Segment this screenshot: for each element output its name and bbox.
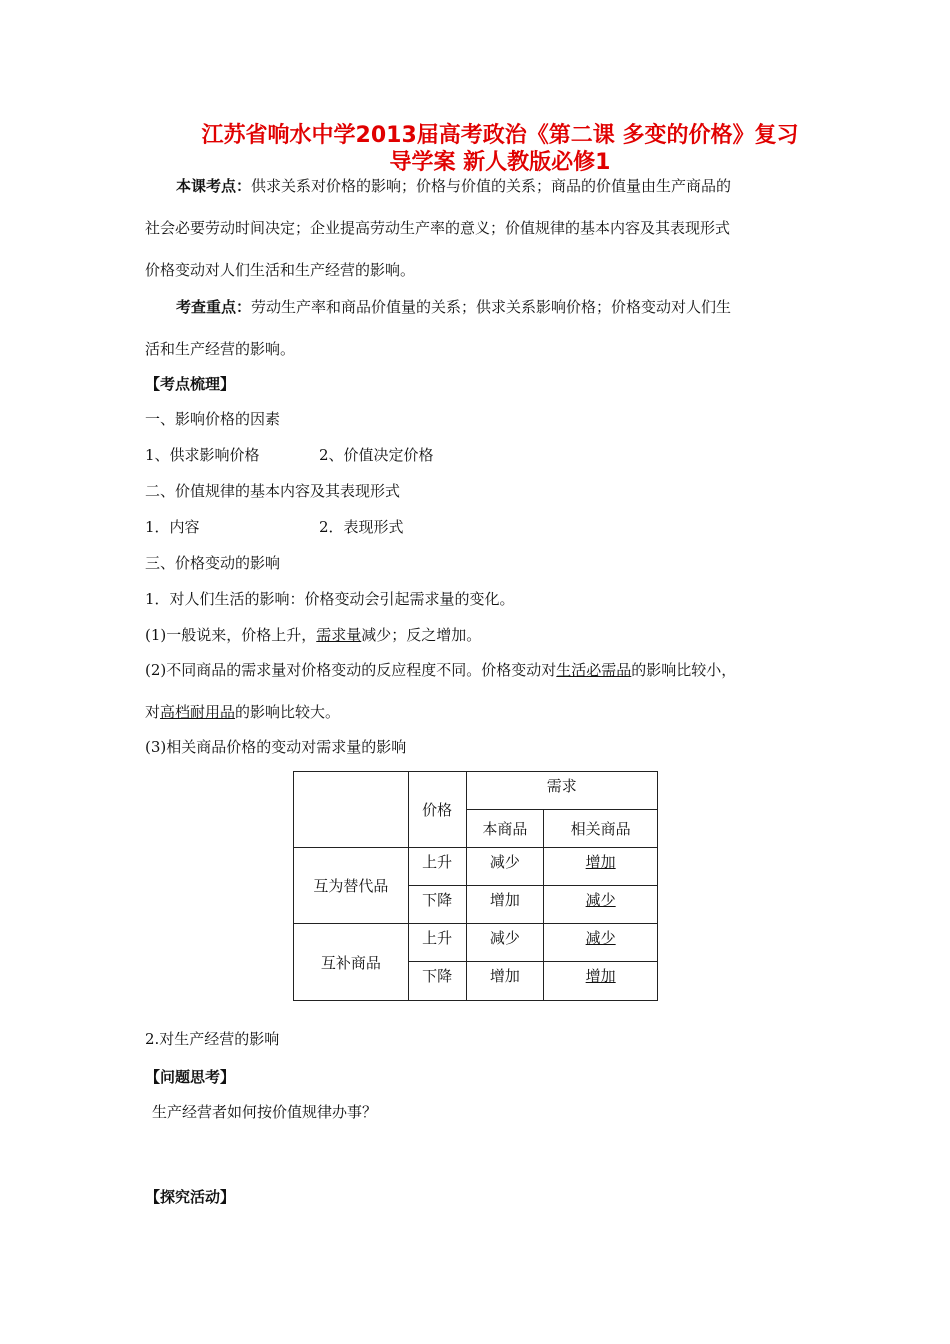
section-1-heading: 一、影响价格的因素 (145, 410, 281, 428)
section-1-item-1: 1、供求影响价格 (145, 446, 260, 464)
exam-points-line-1 (176, 176, 731, 196)
paragraph-2b (145, 702, 340, 722)
table-header-row-1 (294, 772, 658, 810)
section-1-item-2: 2、价值决定价格 (319, 446, 434, 464)
key-points-label: 考查重点： (176, 298, 252, 316)
key-points-line-1 (176, 297, 731, 317)
table-cell-related: 减少 (544, 886, 658, 924)
section-3-item-2: 2.对生产经营的影响 (145, 1030, 280, 1048)
paragraph-3: (3)相关商品价格的变动对需求量的影响 (145, 738, 407, 756)
table-cell-price: 上升 (408, 848, 466, 886)
table-header-related: 相关商品 (544, 810, 658, 848)
section-2-item-1: 1．内容 (145, 518, 200, 536)
paragraph-1 (145, 625, 481, 645)
key-points-text-1: 劳动生产率和商品价值量的关系；供求关系影响价格；价格变动对人们生 (251, 298, 732, 316)
p2b-post: 的影响比较大。 (235, 703, 341, 721)
question-header: 【问题思考】 (145, 1068, 236, 1086)
section-2-item-2: 2．表现形式 (319, 518, 404, 536)
p2-pre: (2)不同商品的需求量对价格变动的反应程度不同。价格变动对 (145, 661, 557, 679)
table-cell-this: 减少 (466, 924, 544, 962)
exam-points-line-3: 价格变动对人们生活和生产经营的影响。 (145, 261, 416, 279)
table-cell-price: 下降 (408, 962, 466, 1001)
question-text: 生产经营者如何按价值规律办事？ (152, 1103, 378, 1121)
p1-pre: (1)一般说来，价格上升， (145, 626, 317, 644)
table-cell-related: 增加 (544, 962, 658, 1001)
paragraph-2 (145, 660, 736, 680)
p2b-pre: 对 (145, 703, 161, 721)
title-line-2: 导学案 新人教版必修1 (389, 150, 611, 175)
title-line-1: 江苏省响水中学2013届高考政治《第二课 多变的价格》复习 (201, 123, 799, 148)
table-cell-this: 增加 (466, 886, 544, 924)
table-header-demand: 需求 (466, 772, 657, 810)
p2-post: 的影响比较小， (631, 661, 737, 679)
table-header-price: 价格 (408, 772, 466, 848)
table-corner-cell (294, 772, 409, 848)
table-group-substitute: 互为替代品 (294, 848, 409, 924)
table-cell-this: 增加 (466, 962, 544, 1001)
review-header: 【考点梳理】 (145, 375, 236, 393)
table-cell-this: 减少 (466, 848, 544, 886)
table-cell-related: 增加 (544, 848, 658, 886)
table-group-complement: 互补商品 (294, 924, 409, 1001)
key-points-line-2: 活和生产经营的影响。 (145, 340, 296, 358)
table-cell-related: 减少 (544, 924, 658, 962)
section-2-heading: 二、价值规律的基本内容及其表现形式 (145, 482, 401, 500)
exam-points-label: 本课考点： (176, 177, 252, 195)
demand-table (293, 771, 658, 1001)
explore-header: 【探究活动】 (145, 1188, 236, 1206)
section-3-item-1: 1．对人们生活的影响：价格变动会引起需求量的变化。 (145, 590, 515, 608)
p1-underlined: 需求量 (316, 626, 362, 644)
p2b-underlined: 高档耐用品 (160, 703, 236, 721)
table-header-this: 本商品 (466, 810, 544, 848)
table-cell-price: 上升 (408, 924, 466, 962)
table-cell-price: 下降 (408, 886, 466, 924)
section-3-heading: 三、价格变动的影响 (145, 554, 281, 572)
table-row (294, 848, 658, 886)
p1-post: 减少；反之增加。 (361, 626, 482, 644)
exam-points-line-2: 社会必要劳动时间决定；企业提高劳动生产率的意义；价值规律的基本内容及其表现形式 (145, 219, 731, 237)
table-row (294, 924, 658, 962)
exam-points-text-1: 供求关系对价格的影响；价格与价值的关系；商品的价值量由生产商品的 (251, 177, 732, 195)
p2-underlined: 生活必需品 (556, 661, 632, 679)
